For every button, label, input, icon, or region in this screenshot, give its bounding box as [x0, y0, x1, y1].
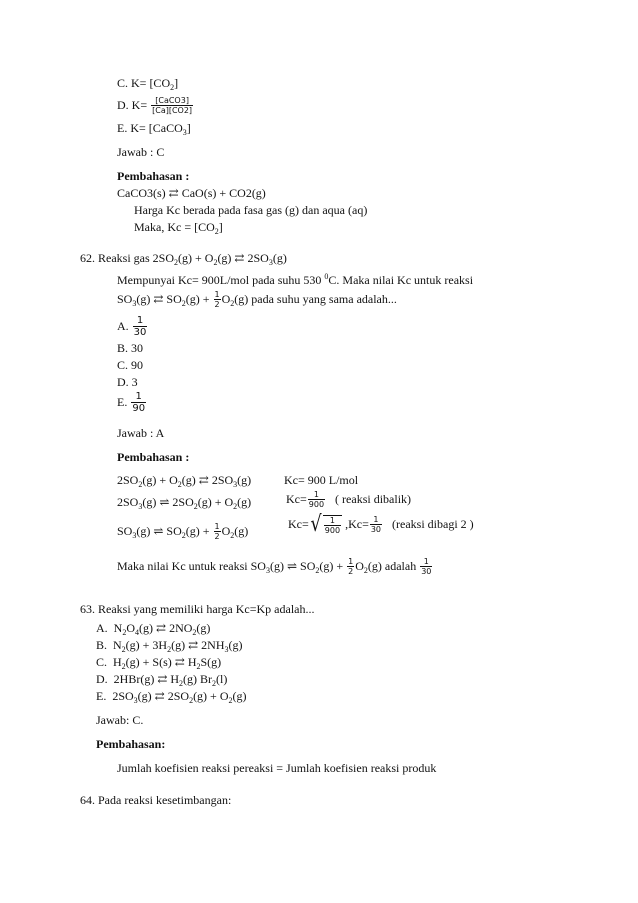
q61-option-c: C. $K= [CO_2]$	[117, 76, 179, 92]
q63-stem: 63. Reaksi yang memiliki harga Kc=Kp adalah...	[80, 602, 315, 616]
q62-explanation-heading: Pembahasan :	[117, 450, 190, 464]
q63-explanation: Jumlah koefisien reaksi pereaksi = Jumlah koefisien reaksi produk	[117, 761, 437, 775]
q63-option-b: B. $N_2(g) + 3H_2(g)$ ⇄ $2NH_3(g)$	[96, 638, 243, 654]
q62-conclusion: Maka nilai Kc untuk reaksi $SO_3(g)$ ⇌ $SO_2(g)$ + $\frac{1}{2}$ $O_2(g)$ adalah $\frac{1}{30}$	[117, 557, 432, 576]
q62-step-2-kc: Kc= $\frac{1}{900}$ ( reaksi dibalik)	[286, 490, 412, 509]
q63-option-c: C. $H_2(g) + S(s)$ ⇄ $H_2S(g)$	[96, 655, 222, 671]
q61-answer: Jawab : C	[117, 145, 165, 159]
q61-option-d: D. K= $\frac{\text{[CaCO3]}}{[Ca][CO2]}$	[117, 96, 193, 115]
q61-option-d-fraction: $\frac{\text{[CaCO3]}}{[Ca][CO2]}$	[152, 96, 193, 115]
q61-note-2: Maka, $Kc = [CO_2]$	[134, 220, 223, 236]
q63-option-a: A. $N_2O_4(g)$ ⇄ $2NO_2(g)$	[96, 621, 211, 637]
q62-step-3: $SO_3(g)$ ⇌ $SO_2(g)$ + $\frac{1}{2}$ $O_2(g)$	[117, 522, 249, 541]
q62-option-c: C. 90	[117, 358, 144, 372]
q62-step-2: $2SO_3(g)$ ⇌ $2SO_2(g) + O_2(g)$	[117, 495, 252, 511]
q62-step-1-kc: Kc= 900 L/mol	[284, 473, 359, 487]
q61-explanation-heading: Pembahasan :	[117, 169, 190, 183]
q62-answer: Jawab : A	[117, 426, 165, 440]
q61-reaction: CaCO3(s) ⇄ CaO(s) + CO2(g)	[117, 186, 266, 200]
q64-stem: 64. Pada reaksi kesetimbangan:	[80, 793, 232, 807]
q63-answer: Jawab: C.	[96, 713, 144, 727]
q61-option-e: E. K= [CaCO$_3$]	[117, 121, 191, 137]
q63-option-d: D. 2HBr(g) ⇄ $H_2(g)$ $Br_2(l)$	[96, 672, 228, 688]
q62-option-d: D. 3	[117, 375, 138, 389]
q62-stem-line-3: $SO_3(g)$ ⇄ $SO_2(g)$ + $\frac{1}{2}$ $O_2(g)$ pada suhu yang sama adalah...	[117, 290, 397, 309]
q61-note-1: Harga Kc berada pada fasa gas (g) dan aqua (aq)	[134, 203, 368, 217]
q62-option-e: E. $\frac{1}{90}$	[117, 391, 146, 414]
q62-option-a: A. $\frac{1}{30}$	[117, 315, 147, 338]
q63-explanation-heading: Pembahasan:	[96, 737, 166, 751]
q62-option-b: B. 30	[117, 341, 144, 355]
q62-step-1: $2SO_2(g) + O_2(g)$ ⇄ $2SO_3(g)$	[117, 473, 252, 489]
q62-step-3-kc: Kc= √ $\frac{1}{900}$ ,Kc= $\frac{1}{30}$ (reaksi dibagi 2 )	[288, 512, 474, 537]
q62-stem-line-2: Mempunyai Kc= 900L/mol pada suhu 530 $^0$C. Maka nilai Kc untuk reaksi	[117, 272, 474, 287]
q63-option-e: E. $2SO_3(g)$ ⇄ $2SO_2(g) + O_2(g)$	[96, 689, 247, 705]
q62-stem-line-1: 62. Reaksi gas $2SO_2(g) + O_2(g)$ ⇄ $2SO_3(g)$	[80, 251, 287, 267]
